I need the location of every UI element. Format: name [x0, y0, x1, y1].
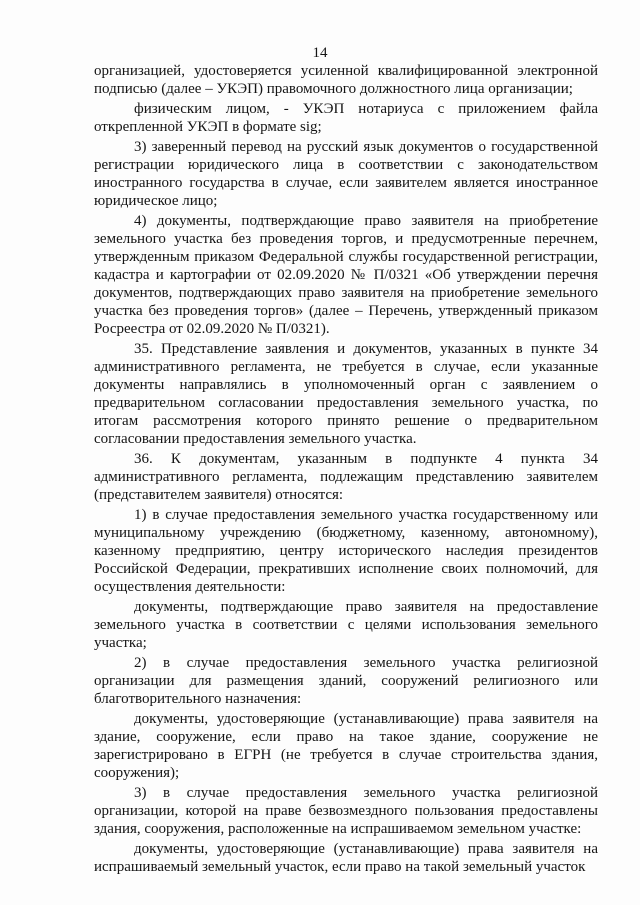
paragraph-item-3-translation: 3) заверенный перевод на русский язык документов о государственной регистрации юридического лица в соответствии с законодательством иностранного государства в случае, если заявителем является иностранное юридическое лицо; — [94, 139, 598, 209]
paragraph-signature-organization: организацией, удостоверяется усиленной квалифицированной электронной подписью (далее – УКЭП) правомочного должностного лица организации; — [94, 63, 598, 97]
paragraph-case-1-documents: документы, подтверждающие право заявителя на предоставление земельного участка в соответствии с целями использования земельного участка; — [94, 599, 598, 651]
document-body — [94, 62, 598, 876]
paragraph-case-2-documents: документы, удостоверяющие (устанавливающие) права заявителя на здание, сооружение, если право на такое здание, сооружение не зарегистрировано в ЕГРН (не требуется в случае строительства здания, сооружения); — [94, 711, 598, 781]
paragraph-clause-36: 36. К документам, указанным в подпункте 4 пункта 34 административного регламента, подлежащим представлению заявителем (представителем заявителя) относятся: — [94, 451, 598, 503]
page-number: 14 — [312, 45, 328, 61]
paragraph-case-3: 3) в случае предоставления земельного участка религиозной организации, которой на праве безвозмездного пользования предоставлены здания, сооружения, расположенные на испрашиваемом земельном участке: — [94, 785, 598, 837]
paragraph-item-4-documents: 4) документы, подтверждающие право заявителя на приобретение земельного участка без проведения торгов, и предусмотренные перечнем, утвержденным приказом Федеральной службы государственной регистрации, кадастра и картографии от 02.09.2020 № П/0321 «Об утверждении перечня документов, подтверждающих право заявителя на приобретение земельного участка без проведения торгов» (далее – Перечень, утвержденный приказом Росреестра от 02.09.2020 № П/0321). — [94, 213, 598, 337]
paragraph-case-1: 1) в случае предоставления земельного участка государственному или муниципальному учреждению (бюджетному, казенному, автономному), казенному предприятию, центру исторического наследия президентов Российской Федерации, прекративших исполнение своих полномочий, для осуществления деятельности: — [94, 507, 598, 595]
paragraph-clause-35: 35. Представление заявления и документов, указанных в пункте 34 административного регламента, не требуется в случае, если указанные документы направлялись в уполномоченный орган с заявлением о предварительном согласовании предоставления земельного участка, по итогам рассмотрения которого принято решение о предварительном согласовании предоставления земельного участка. — [94, 341, 598, 447]
paragraph-signature-individual: физическим лицом, - УКЭП нотариуса с приложением файла открепленной УКЭП в формате sig; — [94, 101, 598, 135]
paragraph-case-3-documents: документы, удостоверяющие (устанавливающие) права заявителя на испрашиваемый земельный участок, если право на такой земельный участок — [94, 841, 598, 875]
paragraph-case-2: 2) в случае предоставления земельного участка религиозной организации для размещения зданий, сооружений религиозного или благотворительного назначения: — [94, 655, 598, 707]
